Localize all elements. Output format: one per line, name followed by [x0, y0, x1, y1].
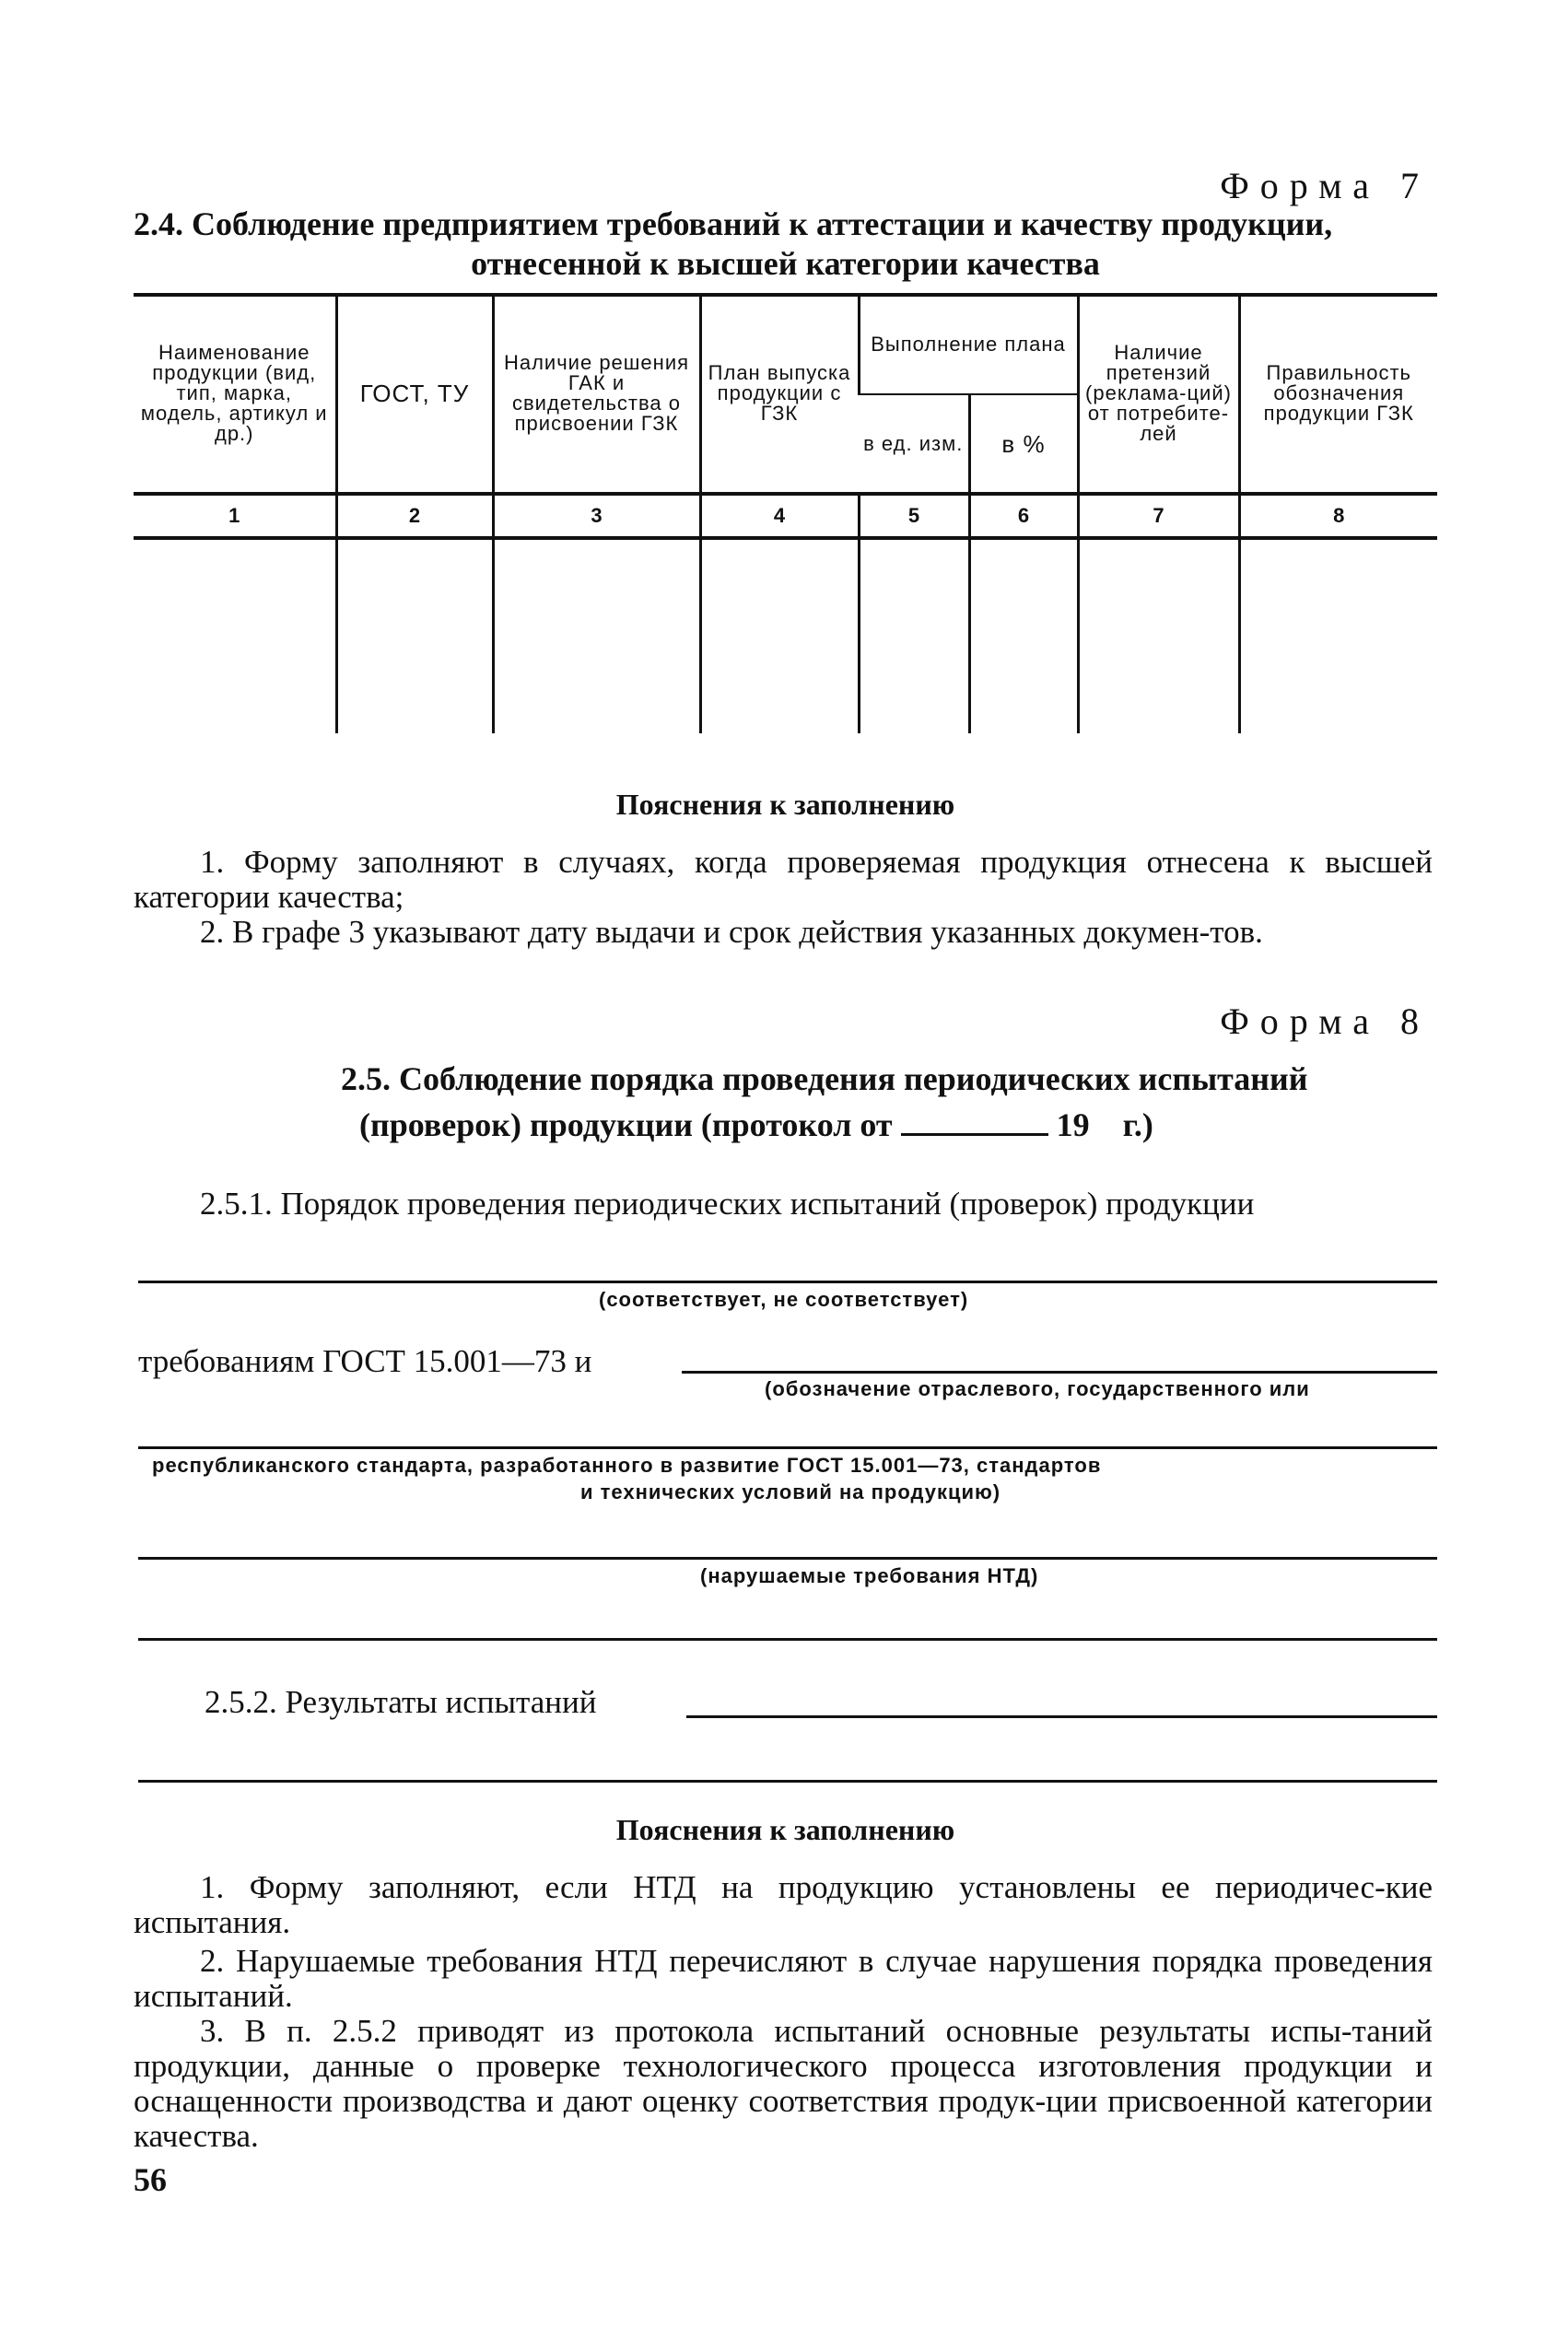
caption-republic-standard: республиканского стандарта, разработанного в развитие ГОСТ 15.001—73, стандартов: [152, 1454, 1102, 1477]
violated-requirements-field[interactable]: [138, 1557, 1437, 1560]
form8-title-line2: (проверок) продукции (протокол от 19 г.): [359, 1106, 1153, 1143]
col-header-output-plan: План выпуска продукции с ГЗК: [700, 295, 859, 494]
test-results-field-2[interactable]: [138, 1780, 1437, 1783]
standard-field-2[interactable]: [138, 1446, 1437, 1449]
form7-title-line1: 2.4. Соблюдение предприятием требований к аттестации и качеству продукции,: [134, 205, 1333, 242]
test-results-field[interactable]: [686, 1715, 1437, 1718]
subheader-percent: в %: [969, 394, 1078, 494]
form8-note-1: 1. Форму заполняют, если НТД на продукцию установлены ее периодичес-кие испытания.: [134, 1869, 1433, 1940]
table-cell[interactable]: [700, 538, 859, 733]
form8-title-line1: 2.5. Соблюдение порядка проведения периодических испытаний: [341, 1060, 1308, 1097]
protocol-date-field[interactable]: [901, 1106, 1048, 1136]
violated-requirements-field-2[interactable]: [138, 1638, 1437, 1641]
table-cell[interactable]: [859, 538, 969, 733]
requirements-label: требованиям ГОСТ 15.001—73 и: [138, 1343, 592, 1379]
form7-title-line2: отнесенной к высшей категории качества: [471, 245, 1100, 282]
caption-technical-conditions: и технических условий на продукцию): [580, 1480, 1001, 1503]
table-cell[interactable]: [969, 538, 1078, 733]
page-number: 56: [134, 2161, 167, 2198]
form8-notes-title: Пояснения к заполнению: [615, 1813, 955, 1846]
form8-note-2: 2. Нарушаемые требования НТД перечисляют в случае нарушения порядка проведения испытаний.: [134, 1943, 1433, 2014]
col-header-gost: ГОСТ, ТУ: [336, 295, 493, 494]
col-header-plan-execution: Выполнение плана: [859, 295, 1078, 394]
form7-label: Форма 7: [1220, 165, 1430, 206]
p251-text: 2.5.1. Порядок проведения периодических испытаний (проверок) продукции: [200, 1186, 1255, 1222]
table-cell[interactable]: [1078, 538, 1239, 733]
table-cell[interactable]: [1239, 538, 1437, 733]
table-cell[interactable]: [134, 538, 336, 733]
table-cell[interactable]: [493, 538, 700, 733]
col-header-gzk-marking: Правильность обозначения продукции ГЗК: [1239, 295, 1437, 494]
col-number: 4: [700, 494, 859, 538]
col-number: 5: [859, 494, 969, 538]
col-number: 8: [1239, 494, 1437, 538]
form7-note-1: 1. Форму заполняют в случаях, когда проверяемая продукция отнесена к высшей категории качества;: [134, 844, 1433, 915]
col-header-product-name: Наименование продукции (вид, тип, марка, модель, артикул и др.): [140, 341, 328, 445]
form7-notes-title: Пояснения к заполнению: [615, 788, 955, 821]
col-number: 2: [336, 494, 493, 538]
table-cell[interactable]: [336, 538, 493, 733]
caption-violated-requirements: (нарушаемые требования НТД): [700, 1564, 1039, 1587]
caption-standard: (обозначение отраслевого, государственного или: [765, 1377, 1310, 1400]
col-header-claims: Наличие претензий (реклама-ций) от потребите-лей: [1078, 295, 1239, 494]
col-number: 7: [1078, 494, 1239, 538]
col-number: 1: [134, 494, 336, 538]
compliance-field[interactable]: [138, 1281, 1437, 1283]
col-number: 6: [969, 494, 1078, 538]
form7-note-2: 2. В графе 3 указывают дату выдачи и срок действия указанных докумен-тов.: [200, 914, 1263, 950]
form7-table: [134, 295, 1437, 733]
subheader-units: в ед. изм.: [859, 394, 969, 494]
form8-note-3: 3. В п. 2.5.2 приводят из протокола испытаний основные результаты испы-таний продукции, данные о проверке технологического процесса изготовления продукции и оснащенности производства и дают оценку соответствия продук-ции присвоенной категории качества.: [134, 2013, 1433, 2154]
form8-label: Форма 8: [1220, 1000, 1430, 1042]
col-header-gak-decision: Наличие решения ГАК и свидетельства о присвоении ГЗК: [493, 295, 700, 494]
col-number: 3: [493, 494, 700, 538]
standard-field[interactable]: [682, 1371, 1437, 1374]
p252-text: 2.5.2. Результаты испытаний: [205, 1684, 597, 1720]
caption-compliance: (соответствует, не соответствует): [599, 1288, 969, 1311]
